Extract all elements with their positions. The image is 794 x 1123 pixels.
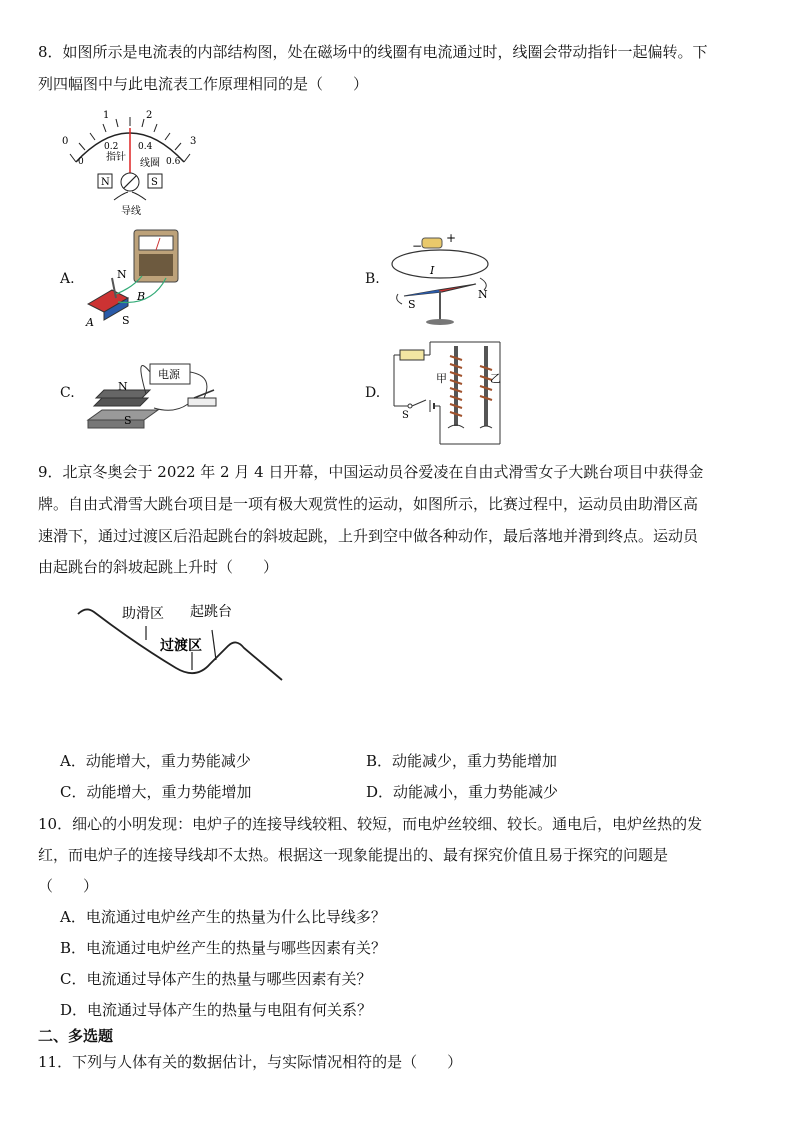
switch-s-label: S xyxy=(402,410,409,421)
q9-stem-line-1: 9．北京冬奥会于 2022 年 2 月 4 日开幕，中国运动员谷爱凌在自由式滑雪女子大跳台项目中获得金 xyxy=(38,463,704,481)
q8-option-d-label: D. xyxy=(365,385,381,401)
battery-minus: − xyxy=(412,239,423,253)
zone-divider-3 xyxy=(212,630,216,660)
electromagnet-yi xyxy=(480,346,492,426)
q9-choice-d[interactable]: D．动能减小，重力势能减少 xyxy=(366,783,559,801)
pointer-label: 指针 xyxy=(106,152,126,163)
power-supply-label: 电源 xyxy=(158,368,180,381)
rheostat xyxy=(400,350,424,360)
option-c-n-label: N xyxy=(118,380,128,393)
scale-bottom-3: 0.6 xyxy=(166,157,181,167)
scale-top-0: 0 xyxy=(62,136,69,147)
scale-top-3: 3 xyxy=(190,136,197,147)
iron-filings-jia xyxy=(448,425,464,428)
current-i-label: I xyxy=(430,264,435,277)
q9-stem-line-3: 速滑下，通过过渡区后沿起跳台的斜坡起跳，上升到空中做各种动作，最后落地并滑到终点。运动员 xyxy=(38,527,699,545)
q8-option-d-figure[interactable] xyxy=(390,336,505,448)
section-heading-multiple-choice: 二、多选题 xyxy=(38,1027,114,1045)
q8-stem-line-2: 列四幅图中与此电流表工作原理相同的是（ ） xyxy=(38,75,369,93)
option-a-b-label: B xyxy=(137,290,146,303)
q9-stem-line-2: 牌。自由式滑雪大跳台项目是一项有极大观赏性的运动，如图所示，比赛过程中，运动员由助滑区高 xyxy=(38,495,699,513)
option-a-a-label: A xyxy=(86,316,94,328)
battery xyxy=(422,238,442,248)
scale-top-1: 1 xyxy=(103,110,110,121)
q10-stem-line-2: 红，而电炉子的连接导线却不太热。根据这一现象能提出的、最有探究价值且易于探究的问题是 xyxy=(38,846,669,864)
pole-s-label: S xyxy=(151,177,158,188)
q8-option-c-figure[interactable] xyxy=(84,348,234,436)
electromagnet-jia xyxy=(450,346,462,426)
battery-plus: + xyxy=(446,231,457,245)
current-loop xyxy=(392,250,488,278)
q9-choice-b[interactable]: B．动能减少，重力势能增加 xyxy=(366,752,558,770)
magnet-c xyxy=(94,398,148,406)
option-b-n-label: N xyxy=(478,288,488,301)
q11-stem-line-1: 11．下列与人体有关的数据估计，与实际情况相符的是（ ） xyxy=(38,1053,463,1071)
base-board xyxy=(88,410,158,420)
zone-zhuhua-label: 助滑区 xyxy=(122,606,164,622)
wire-label: 导线 xyxy=(121,206,141,217)
scale-top-2: 2 xyxy=(146,110,153,121)
q8-option-a-figure[interactable] xyxy=(82,228,187,328)
yi-label: 乙 xyxy=(490,372,501,385)
option-c-s-label: S xyxy=(124,414,132,427)
q8-option-a-label: A. xyxy=(60,271,75,287)
q8-stem-line-1: 8．如图所示是电流表的内部结构图，处在磁场中的线圈有电流通过时，线圈会带动指针一起偏转。下 xyxy=(38,43,708,61)
iron-filings-yi xyxy=(480,426,492,428)
q8-option-b-figure[interactable] xyxy=(390,228,500,328)
zone-guodu-label: 过渡区 xyxy=(160,638,202,654)
coil-label: 线圈 xyxy=(140,158,160,169)
ski-jump-profile-figure xyxy=(76,596,290,686)
option-a-s-label: S xyxy=(122,314,130,327)
q10-stem-line-1: 10．细心的小明发现：电炉子的连接导线较粗、较短，而电炉丝较细、较长。通电后，电炉丝热的发 xyxy=(38,815,703,833)
pole-n-label: N xyxy=(101,177,110,188)
q10-choice-a[interactable]: A．电流通过电炉丝产生的热量为什么比导线多？ xyxy=(60,908,386,926)
q9-stem-line-4: 由起跳台的斜坡起跳上升时（ ） xyxy=(38,558,279,576)
q9-choice-c[interactable]: C．动能增大，重力势能增加 xyxy=(60,783,252,801)
q8-option-c-label: C. xyxy=(60,385,75,401)
option-a-n-label: N xyxy=(117,268,127,281)
jia-label: 甲 xyxy=(436,372,447,385)
scale-bottom-2: 0.4 xyxy=(138,142,153,152)
q9-choice-a[interactable]: A．动能增大，重力势能减少 xyxy=(60,752,251,770)
scale-bottom-1: 0.2 xyxy=(104,142,119,152)
q8-option-b-label: B. xyxy=(365,271,380,287)
q10-stem-line-3: （ ） xyxy=(38,877,99,895)
ammeter-structure-figure xyxy=(58,104,208,222)
q10-choice-d[interactable]: D．电流通过导体产生的热量与电阻有何关系？ xyxy=(60,1001,373,1019)
switch xyxy=(188,398,216,406)
zone-qitiao-label: 起跳台 xyxy=(190,604,232,620)
q10-choice-c[interactable]: C．电流通过导体产生的热量与哪些因素有关？ xyxy=(60,970,372,988)
q10-choice-b[interactable]: B．电流通过电炉丝产生的热量与哪些因素有关？ xyxy=(60,939,387,957)
scale-bottom-0: 0 xyxy=(78,157,84,167)
option-b-s-label: S xyxy=(408,298,416,311)
